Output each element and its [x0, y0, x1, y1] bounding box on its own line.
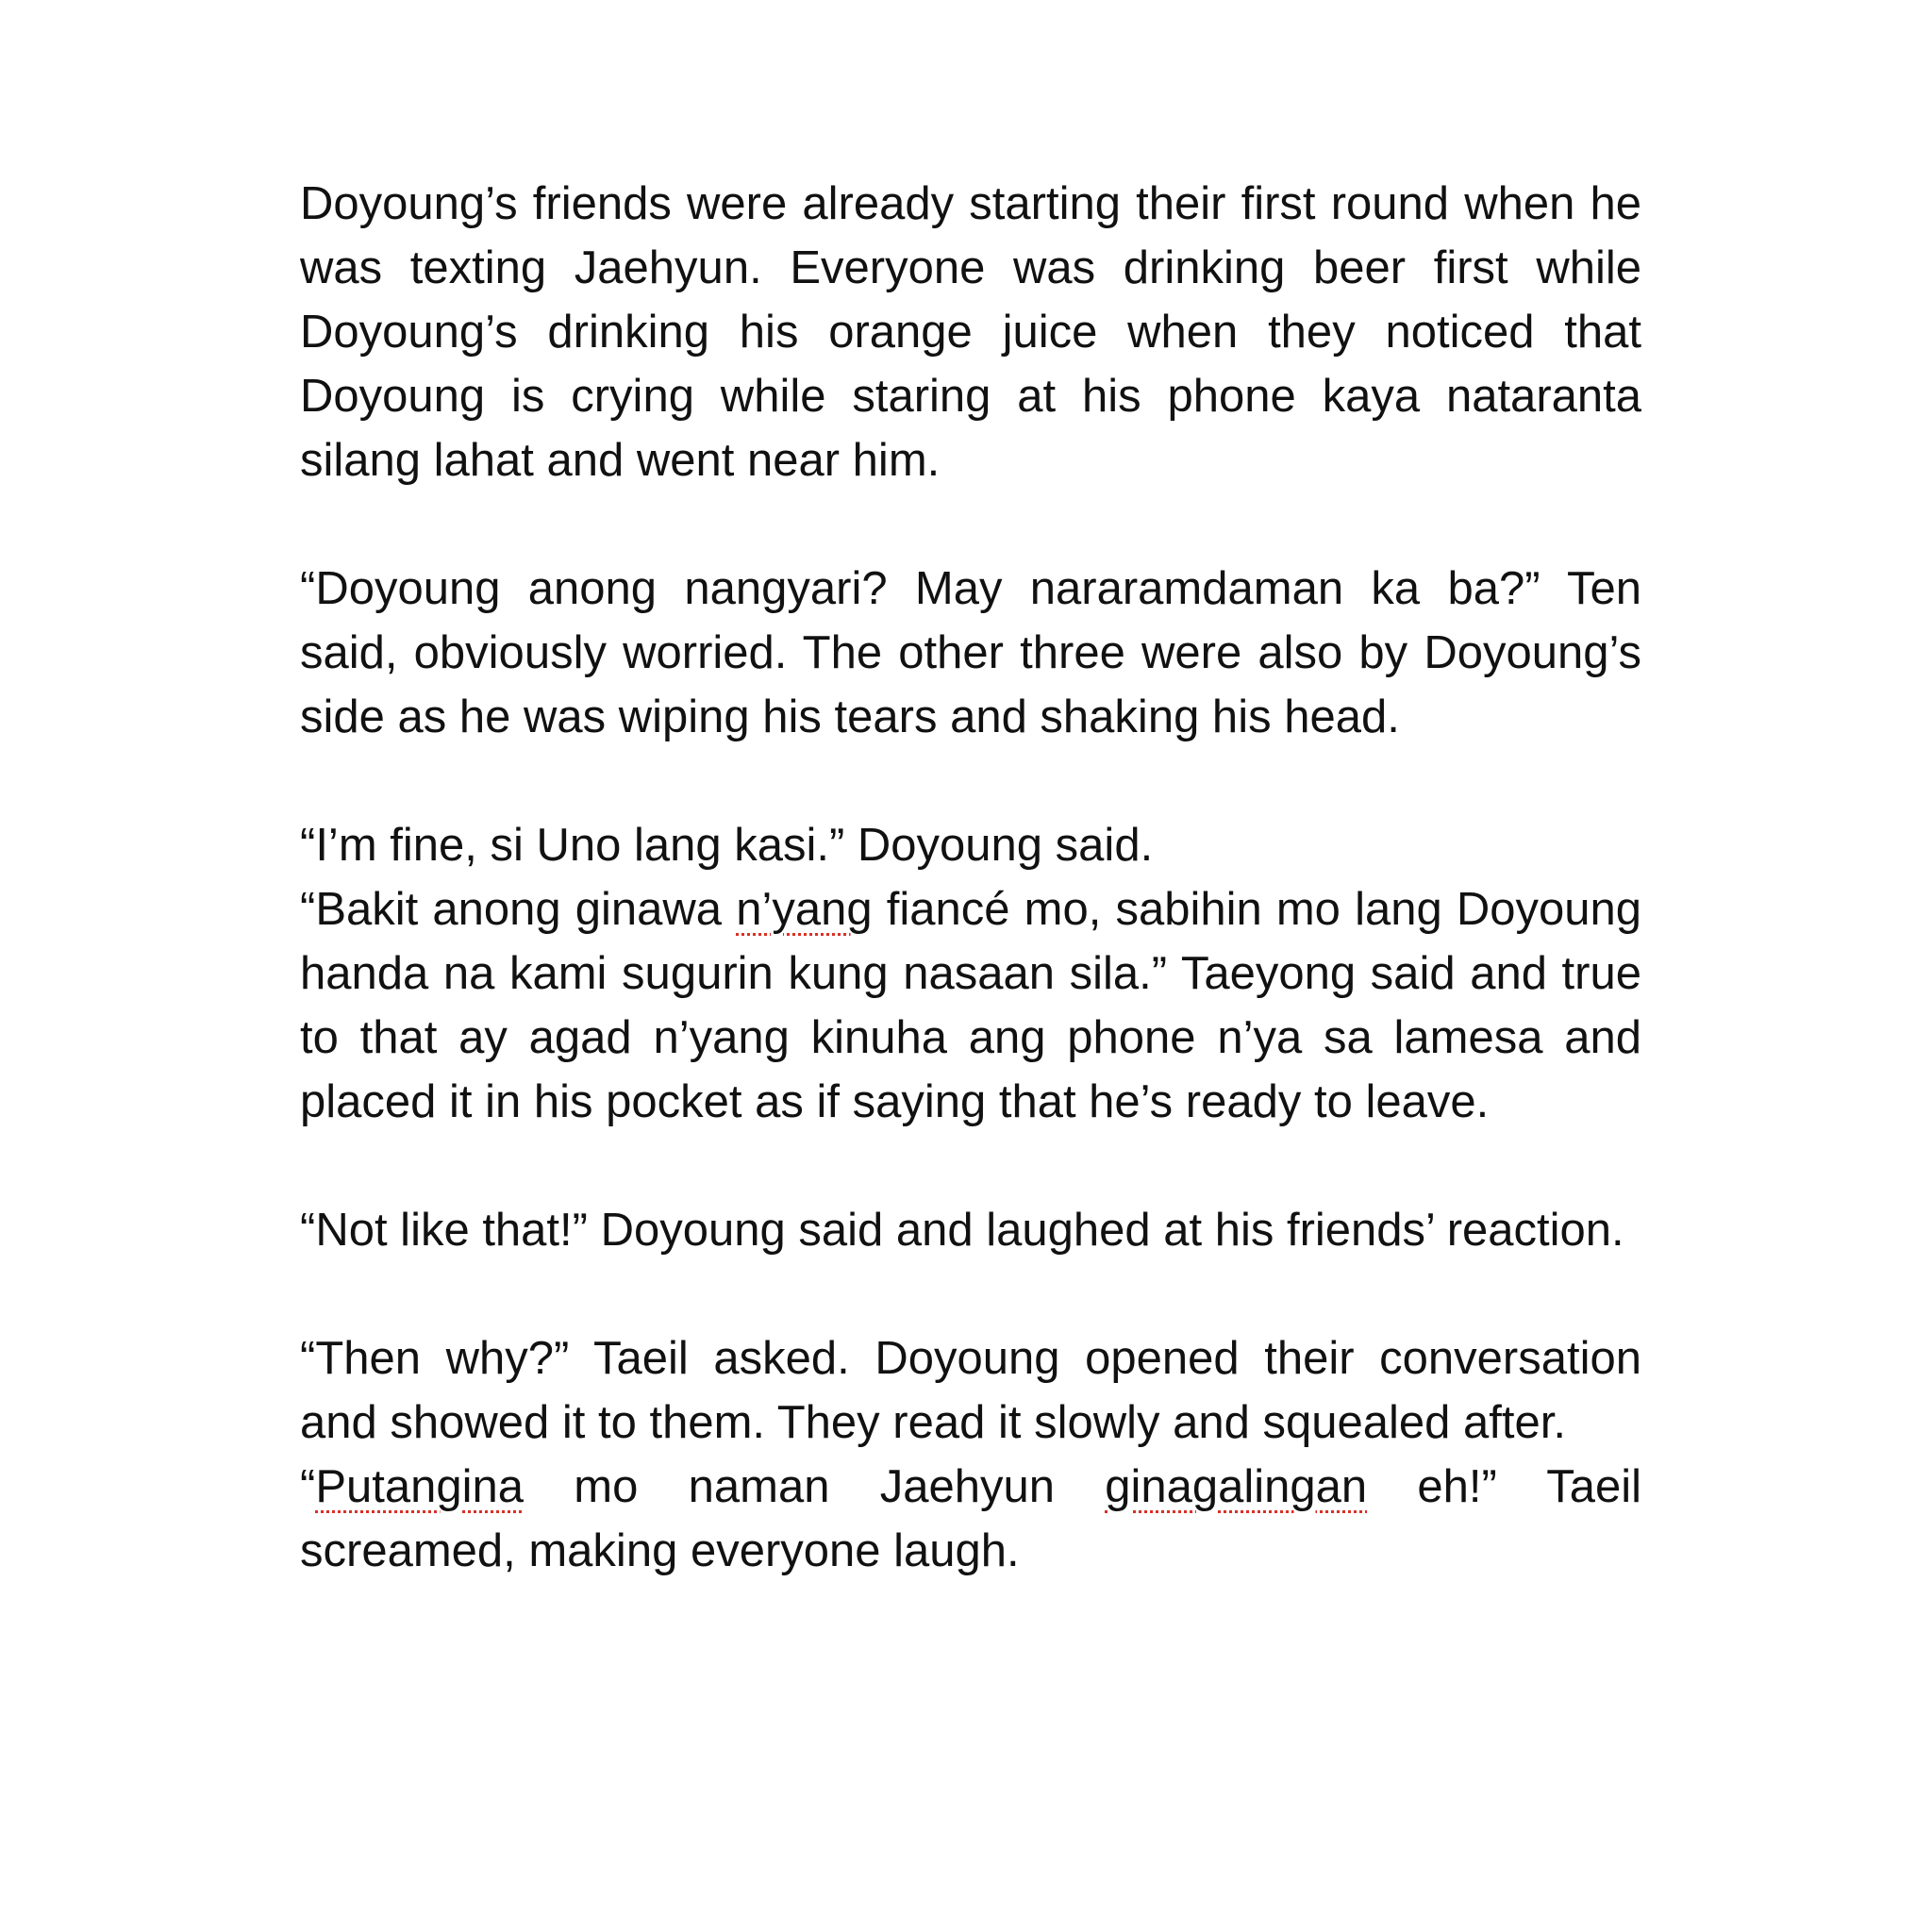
paragraph-2: “Doyoung anong nangyari? May nararamdaman ka ba?” Ten said, obviously worried. The other three were also by Doyoung’s side as he was wiping his tears and shaking his head.	[300, 563, 1641, 742]
spellcheck-flagged-word[interactable]: Putangina	[315, 1461, 525, 1512]
paragraph-7	[300, 1455, 1641, 1583]
paragraph-1: Doyoung’s friends were already starting their first round when he was texting Jaehyun. Everyone was drinking beer first while Doyoung’s drinking his orange juice when they noticed that Doyoung is crying while staring at his phone kaya nataranta silang lahat and went near him.	[300, 178, 1641, 486]
paragraph-gap	[300, 749, 1641, 813]
paragraph-4	[300, 877, 1641, 1134]
paragraph-4-text-a: “Bakit anong ginawa	[300, 884, 737, 935]
paragraph-gap	[300, 1262, 1641, 1326]
paragraph-7-text-a: “	[300, 1461, 316, 1512]
document-page	[300, 172, 1641, 1583]
spellcheck-flagged-word[interactable]: n’yang	[736, 884, 873, 935]
paragraph-5: “Not like that!” Doyoung said and laughed at his friends’ reaction.	[300, 1205, 1624, 1256]
paragraph-3: “I’m fine, si Uno lang kasi.” Doyoung said.	[300, 820, 1154, 871]
paragraph-6: “Then why?” Taeil asked. Doyoung opened their conversation and showed it to them. They read it slowly and squealed after.	[300, 1333, 1641, 1448]
paragraph-7-text-c: eh!” Taeil screamed, making everyone laugh.	[300, 1461, 1641, 1576]
paragraph-7-text-b: mo naman Jaehyun	[524, 1461, 1106, 1512]
paragraph-gap	[300, 492, 1641, 557]
spellcheck-flagged-word[interactable]: ginagalingan	[1105, 1461, 1368, 1512]
paragraph-4-text-b: fiancé mo, sabihin mo lang Doyoung handa na kami sugurin kung nasaan sila.” Taeyong said and true to that ay agad n’yang kinuha ang phone n’ya sa lamesa and placed it in his pocket as if saying that he’s ready to leave.	[300, 884, 1641, 1127]
paragraph-gap	[300, 1134, 1641, 1198]
